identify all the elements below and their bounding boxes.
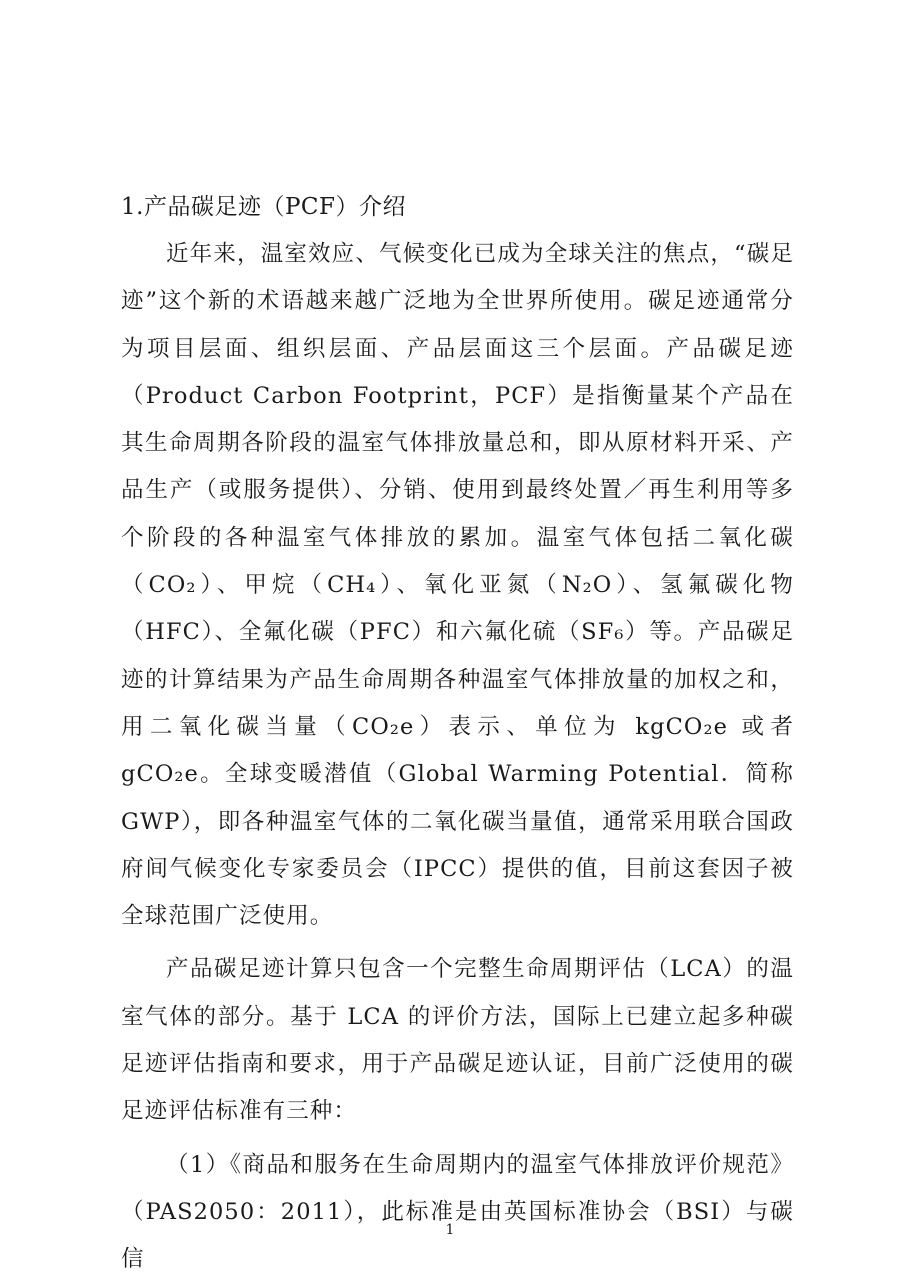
section-heading: 1.产品碳足迹（PCF）介绍: [121, 194, 406, 220]
paragraph-lca: 产品碳足迹计算只包含一个完整生命周期评估（LCA）的温室气体的部分。基于 LCA 的评价方法，国际上已建立起多种碳足迹评估指南和要求，用于产品碳足迹认证，目前广泛使用的碳足迹评估标准有三种：: [121, 956, 794, 1125]
document-body: [121, 186, 794, 1284]
paragraph-intro: 近年来，温室效应、气候变化已成为全球关注的焦点，“碳足迹”这个新的术语越来越广泛地为全世界所使用。碳足迹通常分为项目层面、组织层面、产品层面这三个层面。产品碳足迹（Product Carbon Footprint，PCF）是指衡量某个产品在其生命周期各阶段的温室气体排放量总和，即从原材料开采、产品生产（或服务提供）、分销、使用到最终处置／再生利用等多个阶段的各种温室气体排放的累加。温室气体包括二氧化碳（CO₂）、甲烷（CH₄）、氧化亚氮（N₂O）、氢氟碳化物（HFC）、全氟化碳（PFC）和六氟化硫（SF₆）等。产品碳足迹的计算结果为产品生命周期各种温室气体排放量的加权之和，用二氧化碳当量（CO₂e）表示、单位为 kgCO₂e 或者 gCO₂e。全球变暖潜值（Global Warming Potential．简称 GWP），即各种温室气体的二氧化碳当量值，通常采用联合国政府间气候变化专家委员会（IPCC）提供的值，目前这套因子被全球范围广泛使用。: [121, 241, 794, 930]
page-number: 1: [445, 1222, 455, 1238]
paragraph-standard-1: （1）《商品和服务在生命周期内的温室气体排放评价规范》（PAS2050：2011），此标准是由英国标准协会（BSI）与碳信: [121, 1151, 794, 1273]
